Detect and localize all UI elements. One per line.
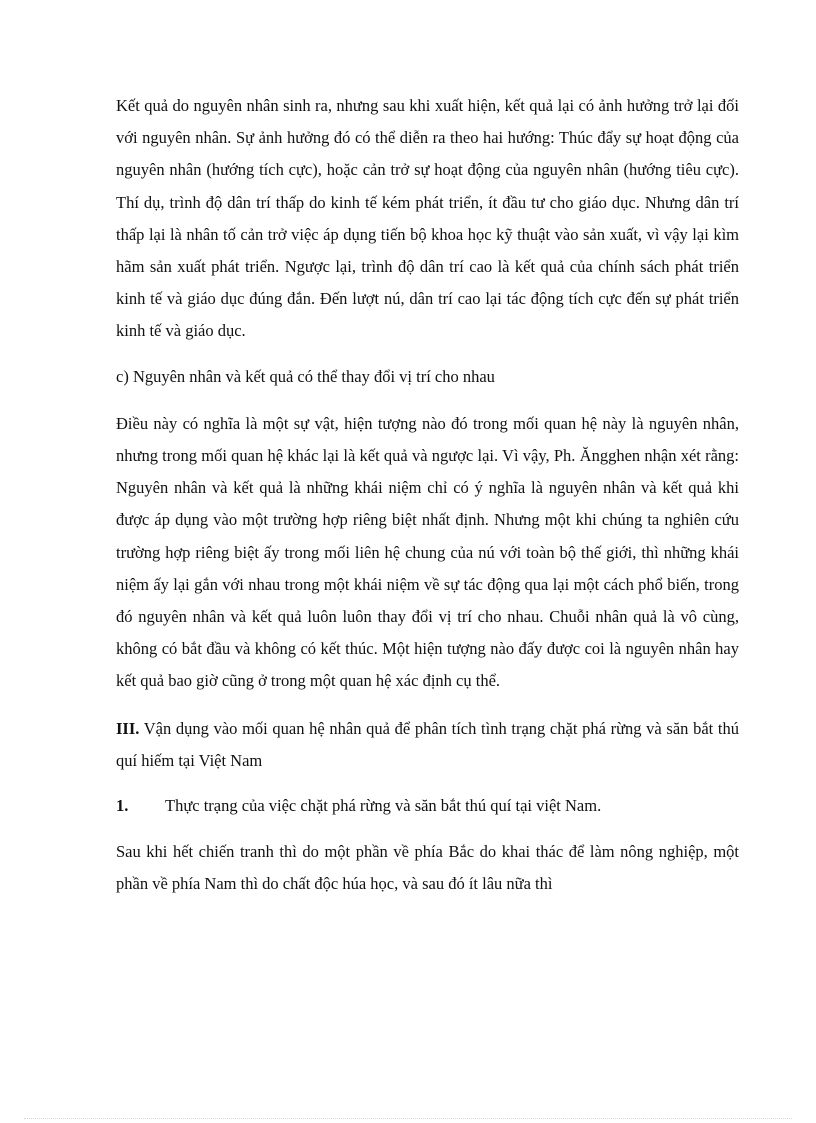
numbered-item-1 bbox=[116, 790, 739, 822]
item-text: Thực trạng của việc chặt phá rừng và săn bắt thú quí tại việt Nam. bbox=[165, 796, 602, 816]
section-heading-iii bbox=[116, 713, 739, 777]
section-title: Vận dụng vào mối quan hệ nhân quả để phân tích tình trạng chặt phá rừng và săn bắt thú quí hiếm tại Việt Nam bbox=[116, 718, 739, 770]
page-bottom-divider bbox=[24, 1118, 792, 1119]
paragraph-after-war: Sau khi hết chiến tranh thì do một phần về phía Bắc do khai thác để làm nông nghiệp, một phần về phía Nam thì do chất độc húa học, và sau đó ít lâu nữa thì bbox=[116, 842, 739, 894]
item-number: 1. bbox=[116, 796, 129, 816]
paragraph-position-change: Điều này có nghĩa là một sự vật, hiện tượng nào đó trong mối quan hệ này là nguyên nhân, nhưng trong mối quan hệ khác lại là kết quả và ngược lại. Vì vậy, Ph. Ăngghen nhận xét rằng: Nguyên nhân và kết quả là những khái niệm chỉ có ý nghĩa là nguyên nhân và kết quả khi được áp dụng vào một trường hợp riêng biệt nhất định. Nhưng một khi chúng ta nghiên cứu trường hợp riêng biệt ấy trong mối liên hệ chung của nú với toàn bộ thế giới, thì những khái niệm ấy lại gắn với nhau trong một khái niệm về sự tác động qua lại một cách phổ biến, trong đó nguyên nhân và kết quả luôn luôn thay đổi vị trí cho nhau. Chuỗi nhân quả là vô cùng, không có bắt đầu và không có kết thúc. Một hiện tượng nào đấy được coi là nguyên nhân hay kết quả bao giờ cũng ở trong một quan hệ xác định cụ thể. bbox=[116, 413, 739, 691]
document-page bbox=[116, 90, 739, 901]
section-number: III. bbox=[116, 718, 140, 738]
subheading-c: c) Nguyên nhân và kết quả có thể thay đổi vị trí cho nhau bbox=[116, 366, 495, 386]
paragraph-cause-effect-influence: Kết quả do nguyên nhân sinh ra, nhưng sau khi xuất hiện, kết quả lại có ảnh hưởng trở lại đối với nguyên nhân. Sự ảnh hưởng đó có thể diễn ra theo hai hướng: Thúc đẩy sự hoạt động của nguyên nhân (hướng tích cực), hoặc cản trở sự hoạt động của nguyên nhân (hướng tiêu cực). Thí dụ, trình độ dân trí thấp do kinh tế kém phát triển, ít đầu tư cho giáo dục. Nhưng dân trí thấp lại là nhân tố cản trở việc áp dụng tiến bộ khoa học kỹ thuật vào sản xuất, vì vậy lại kìm hãm sản xuất phát triển. Ngược lại, trình độ dân trí cao là kết quả của chính sách phát triển kinh tế và giáo dục đúng đắn. Đến lượt nú, dân trí cao lại tác động tích cực đến sự phát triển kinh tế và giáo dục. bbox=[116, 96, 739, 341]
